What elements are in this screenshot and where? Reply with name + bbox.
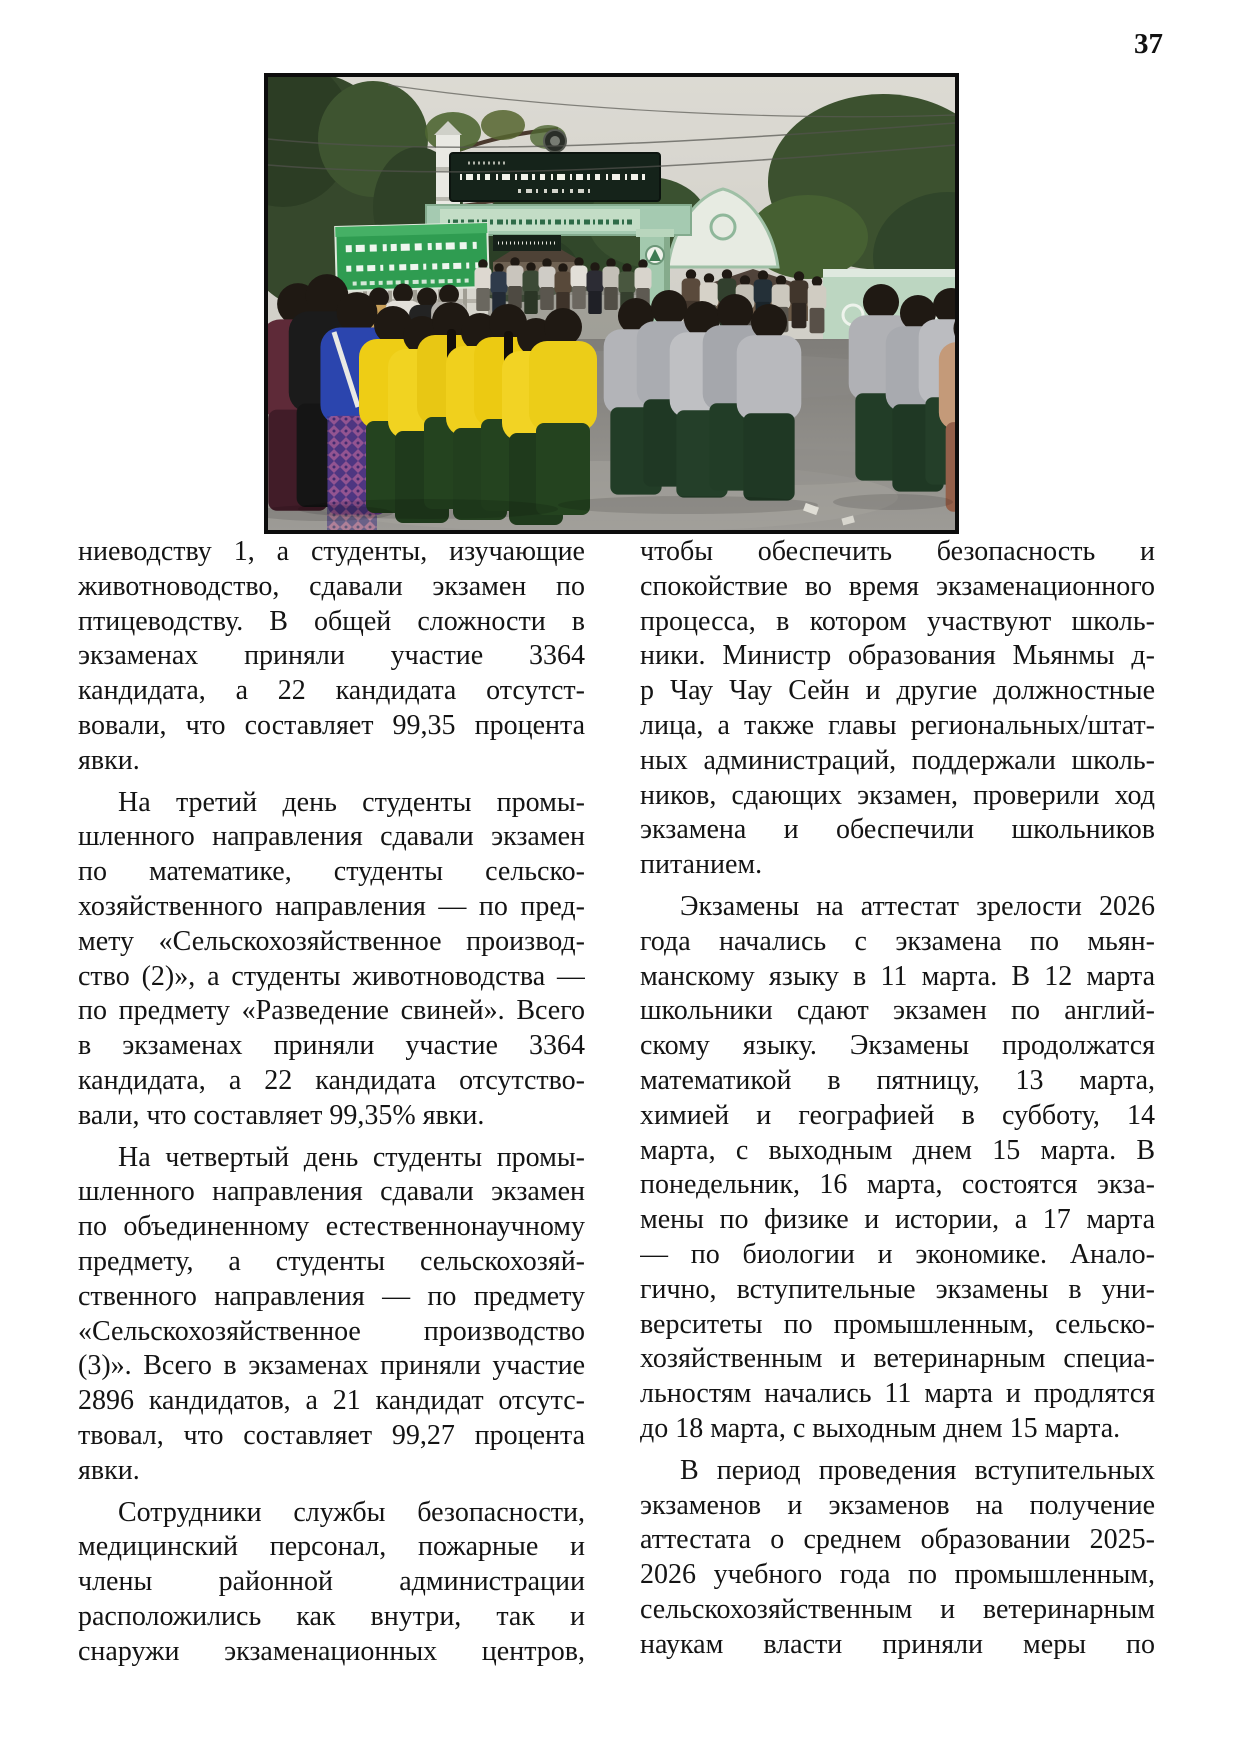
text-line: ники. Министр образования Мьянмы д- xyxy=(640,640,1155,672)
text-line: экзамена и обеспечили школьников xyxy=(640,814,1155,846)
paragraph xyxy=(78,535,585,779)
green-banner xyxy=(335,223,489,291)
text-line: химией и географией в субботу, 14 xyxy=(640,1099,1155,1131)
text-line: понедельник, 16 марта, состоятся экза- xyxy=(640,1169,1155,1201)
text-line: наукам власти приняли меры по xyxy=(640,1628,1155,1660)
text-line: верситеты по промышленным, сельско- xyxy=(640,1308,1155,1340)
paragraph xyxy=(78,1141,585,1489)
text-line: до 18 марта, с выходным днем 15 марта. xyxy=(640,1412,1121,1444)
text-line: марта, с выходным днем 15 марта. В xyxy=(640,1134,1155,1166)
paragraph xyxy=(78,1496,585,1670)
text-line: питанием. xyxy=(640,849,763,881)
text-line: члены районной администрации xyxy=(78,1566,585,1598)
text-line: шленного направления сдавали экзамен xyxy=(78,1176,585,1208)
paragraph xyxy=(640,890,1155,1447)
crowd-gray-students xyxy=(604,284,955,512)
text-line: мены по физике и истории, а 17 марта xyxy=(640,1204,1155,1236)
text-line: спокойствие во время экзаменационного xyxy=(640,570,1155,602)
text-line: «Сельскохозяйственное производство xyxy=(78,1315,585,1347)
text-line: ственного направления — по предмету xyxy=(78,1280,585,1312)
text-line: Сотрудники службы безопасности, xyxy=(118,1496,585,1528)
text-line: (3)». Всего в экзаменах приняли участие xyxy=(78,1350,585,1382)
text-line: твовал, что составляет 99,27 процента xyxy=(78,1419,585,1451)
text-line: сельскохозяйственным и ветеринарным xyxy=(640,1593,1155,1625)
text-line: предмету, а студенты сельскохозяй- xyxy=(78,1245,585,1277)
paragraph xyxy=(78,786,585,1134)
text-line: ство (2)», а студенты животноводства — xyxy=(78,960,585,992)
text-line: математикой в пятницу, 13 марта, xyxy=(640,1064,1155,1096)
text-line: На третий день студенты промы- xyxy=(118,786,585,818)
text-line: аттестата о среднем образовании 2025- xyxy=(640,1524,1155,1556)
text-line: в экзаменах приняли участие 3364 xyxy=(78,1030,585,1062)
text-line: по объединенному естественнонаучному xyxy=(78,1211,585,1243)
text-line: ных администраций, поддержали школь- xyxy=(640,744,1155,776)
text-line: медицинский персонал, пожарные и xyxy=(78,1531,585,1563)
text-line: экзаменах приняли участие 3364 xyxy=(78,640,585,672)
text-line: процесса, в котором участвуют школь- xyxy=(640,605,1155,637)
text-line: кандидата, а 22 кандидата отсутство- xyxy=(78,1064,585,1096)
text-line: по математике, студенты сельско- xyxy=(78,856,585,888)
page-number: 37 xyxy=(1134,28,1163,60)
text-line: явки. xyxy=(78,1454,140,1486)
text-line: На четвертый день студенты промы- xyxy=(118,1141,585,1173)
text-line: манскому языку в 11 марта. В 12 марта xyxy=(640,960,1155,992)
article-photo xyxy=(264,73,959,534)
paragraph xyxy=(640,535,1155,883)
crowd-yellow-students xyxy=(359,302,597,525)
text-line: гично, вступительные экзамены в уни- xyxy=(640,1273,1155,1305)
text-line: 2026 учебного года по промышленным, xyxy=(640,1559,1155,1591)
text-line: мету «Сельскохозяйственное производ- xyxy=(78,925,585,957)
text-line: снаружи экзаменационных центров, xyxy=(78,1635,585,1667)
text-line: чтобы обеспечить безопасность и xyxy=(640,536,1155,567)
text-line: 2896 кандидатов, а 21 кандидат отсутс- xyxy=(78,1385,585,1417)
school-gate-photo xyxy=(268,77,955,530)
text-line: льностям начались 11 марта и продлятся xyxy=(640,1378,1155,1410)
text-line: школьники сдают экзамен по англий- xyxy=(640,995,1155,1027)
text-line: Экзамены на аттестат зрелости 2026 xyxy=(680,890,1155,922)
text-line: — по биологии и экономике. Анало- xyxy=(640,1238,1155,1270)
text-line: ников, сдающих экзамен, проверили ход xyxy=(640,779,1155,811)
text-line: года начались с экзамена по мьян- xyxy=(640,925,1155,957)
text-line: вовали, что составляет 99,35 процента xyxy=(78,709,585,741)
text-line: р Чау Чау Сейн и другие должностные xyxy=(640,675,1155,707)
text-line: экзаменов и экзаменов на получение xyxy=(640,1489,1155,1521)
text-line: животноводство, сдавали экзамен по xyxy=(78,570,585,602)
text-line: скому языку. Экзамены продолжатся xyxy=(640,1030,1155,1062)
text-line: хозяйственным и ветеринарным специа- xyxy=(640,1343,1155,1375)
text-line: по предмету «Разведение свиней». Всего xyxy=(78,995,585,1027)
text-line: ниеводству 1, а студенты, изучающие xyxy=(78,536,585,567)
text-line: расположились как внутри, так и xyxy=(78,1600,585,1632)
text-column-right xyxy=(640,535,1155,1663)
paragraph xyxy=(640,1454,1155,1663)
text-line: птицеводству. В общей сложности в xyxy=(78,605,585,637)
text-line: вали, что составляет 99,35% явки. xyxy=(78,1099,485,1131)
text-column-left xyxy=(78,535,585,1670)
text-line: лица, а также главы региональных/штат- xyxy=(640,709,1155,741)
text-line: кандидата, а 22 кандидата отсутст- xyxy=(78,675,585,707)
text-line: шленного направления сдавали экзамен xyxy=(78,821,585,853)
text-line: явки. xyxy=(78,744,140,776)
text-line: В период проведения вступительных xyxy=(680,1454,1155,1486)
text-line: хозяйственного направления — по пред- xyxy=(78,890,585,922)
